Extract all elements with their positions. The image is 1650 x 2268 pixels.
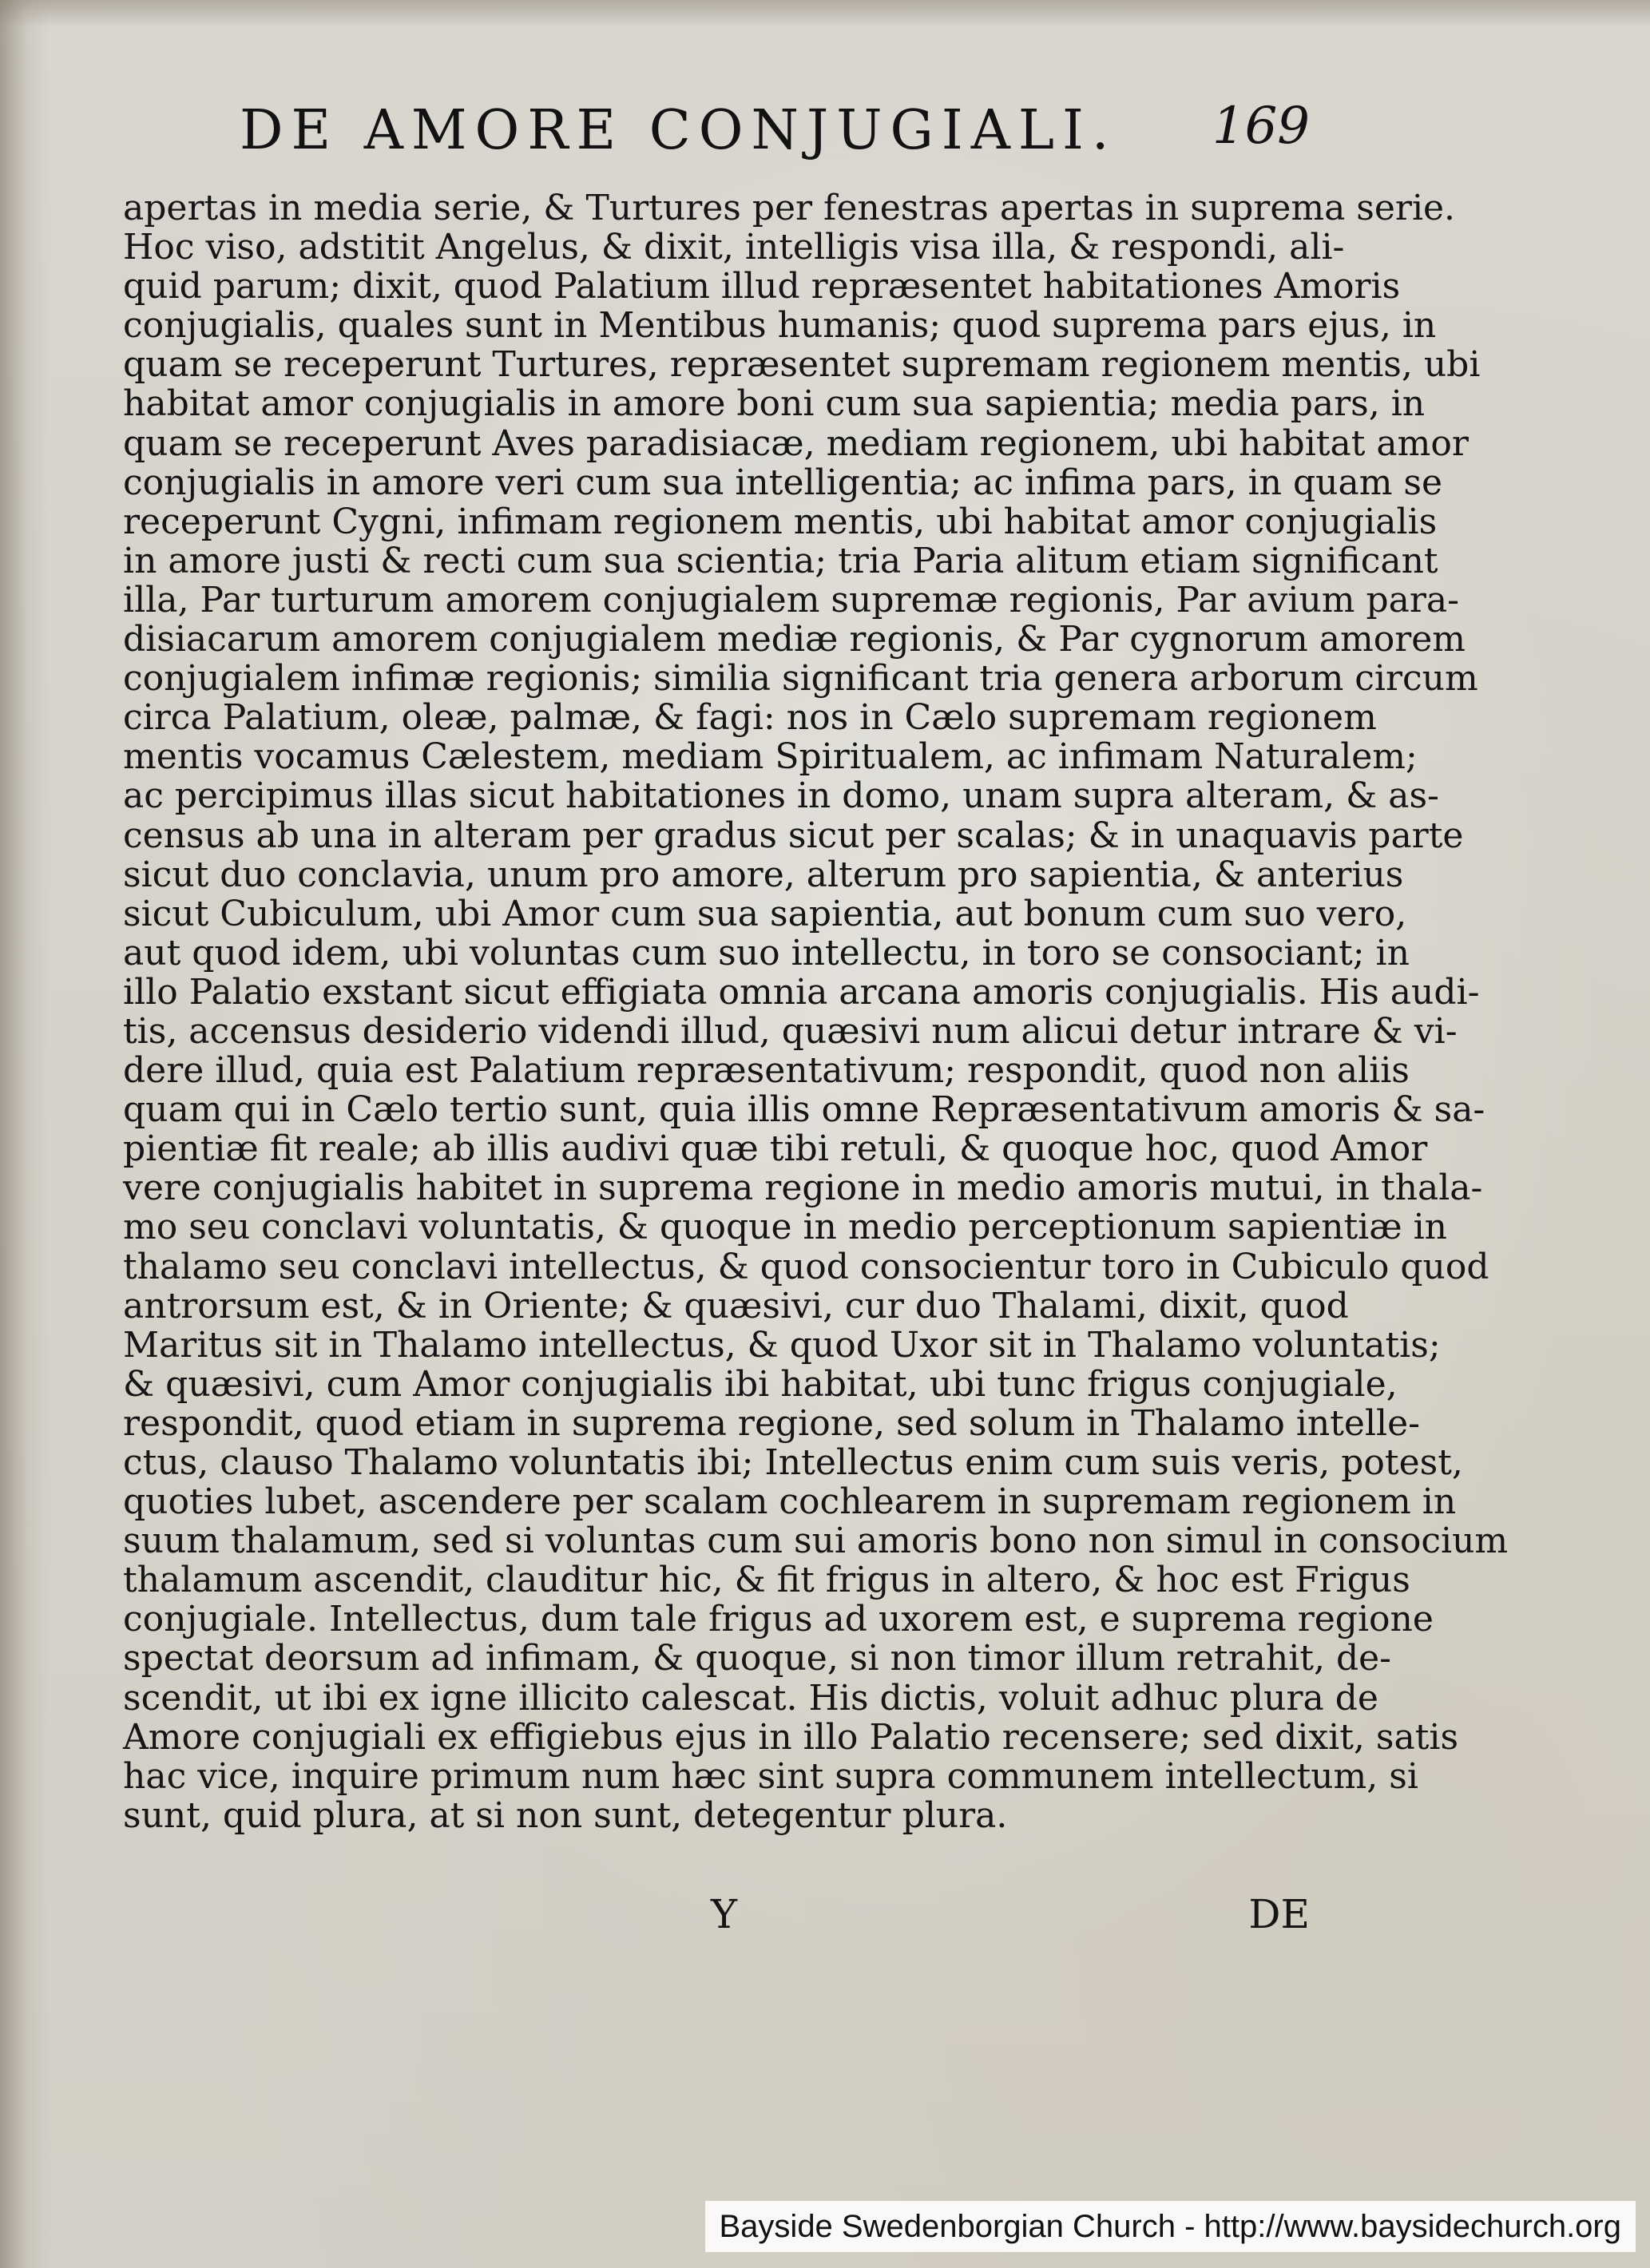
page-number: 169 — [1212, 97, 1310, 156]
text-line: thalamo seu conclavi intellectus, & quod consocientur toro in Cubiculo quod — [123, 1246, 1489, 1287]
text-line: census ab una in alteram per gradus sicut per scalas; & in unaquavis parte — [123, 815, 1464, 856]
text-line: mentis vocamus Cælestem, mediam Spiritualem, ac infimam Naturalem; — [123, 736, 1418, 778]
text-line: Amore conjugiali ex effigiebus ejus in illo Palatio recensere; sed dixit, satis — [123, 1716, 1459, 1758]
text-line: quam se receperunt Turtures, repræsentet supremam regionem mentis, ubi — [123, 344, 1481, 386]
text-line: respondit, quod etiam in suprema regione, sed solum in Thalamo intelle- — [123, 1402, 1421, 1444]
catchword: DE — [1248, 1891, 1310, 1937]
text-line: Hoc viso, adstitit Angelus, & dixit, intelligis visa illa, & respondi, ali- — [123, 227, 1345, 268]
text-line: dere illud, quia est Palatium repræsentativum; respondit, quod non aliis — [123, 1050, 1410, 1092]
text-line: ac percipimus illas sicut habitationes in domo, unam supra alteram, & as- — [123, 775, 1439, 817]
signature-mark: Y — [711, 1891, 738, 1937]
text-line: pientiæ fit reale; ab illis audivi quæ tibi retuli, & quoque hoc, quod Amor — [123, 1128, 1428, 1170]
text-line: quoties lubet, ascendere per scalam cochlearem in supremam regionem in — [123, 1481, 1457, 1523]
text-line: receperunt Cygni, infimam regionem mentis, ubi habitat amor conjugialis — [123, 501, 1438, 542]
text-line: Maritus sit in Thalamo intellectus, & quod Uxor sit in Thalamo voluntatis; — [123, 1324, 1441, 1366]
text-line: conjugialis, quales sunt in Mentibus humanis; quod suprema pars ejus, in — [123, 305, 1437, 347]
text-line: illa, Par turturum amorem conjugialem supremæ regionis, Par avium para- — [123, 579, 1460, 621]
text-line: apertas in media serie, & Turtures per fenestras apertas in suprema serie. — [123, 188, 1456, 228]
running-title: DE AMORE CONJUGIALI. — [240, 99, 1117, 162]
text-line: quid parum; dixit, quod Palatium illud repræsentet habitationes Amoris — [123, 266, 1401, 307]
text-line: sicut duo conclavia, unum pro amore, alterum pro sapientia, & anterius — [123, 854, 1404, 895]
text-line: vere conjugialis habitet in suprema regione in medio amoris mutui, in thala- — [123, 1168, 1483, 1209]
text-line: quam qui in Cælo tertio sunt, quia illis omne Repræsentativum amoris & sa- — [123, 1089, 1485, 1131]
text-line: conjugialis in amore veri cum sua intelligentia; ac infima pars, in quam se — [123, 462, 1443, 503]
text-line: & quæsivi, cum Amor conjugialis ibi habitat, ubi tunc frigus conjugiale, — [123, 1363, 1398, 1405]
text-line: tis, accensus desiderio videndi illud, quæsivi num alicui detur intrare & vi- — [123, 1010, 1458, 1052]
text-line: antrorsum est, & in Oriente; & quæsivi, cur duo Thalami, dixit, quod — [123, 1285, 1349, 1326]
text-line: thalamum ascendit, clauditur hic, & fit frigus in altero, & hoc est Frigus — [123, 1560, 1410, 1601]
text-line: mo seu conclavi voluntatis, & quoque in medio perceptionum sapientiæ in — [123, 1207, 1447, 1248]
text-line: conjugiale. Intellectus, dum tale frigus ad uxorem est, e suprema regione — [123, 1599, 1434, 1640]
text-line: disiacarum amorem conjugialem mediæ regionis, & Par cygnorum amorem — [123, 619, 1466, 660]
text-line: scendit, ut ibi ex igne illicito calescat. His dictis, voluit adhuc plura de — [123, 1677, 1378, 1719]
text-line: aut quod idem, ubi voluntas cum suo intellectu, in toro se consociant; in — [123, 932, 1410, 973]
body-text — [123, 188, 1509, 1836]
text-line: quam se receperunt Aves paradisiacæ, mediam regionem, ubi habitat amor — [123, 422, 1469, 464]
text-line: sicut Cubiculum, ubi Amor cum sua sapientia, aut bonum cum suo vero, — [123, 893, 1407, 934]
text-line: in amore justi & recti cum sua scientia; tria Paria alitum etiam significant — [123, 540, 1438, 581]
text-line: hac vice, inquire primum num hæc sint supra communem intellectum, si — [123, 1755, 1418, 1797]
text-line: habitat amor conjugialis in amore boni cum sua sapientia; media pars, in — [123, 383, 1426, 425]
text-line: spectat deorsum ad infimam, & quoque, si non timor illum retrahit, de- — [123, 1638, 1392, 1679]
text-line: conjugialem infimæ regionis; similia significant tria genera arborum circum — [123, 658, 1478, 700]
text-line-last: sunt, quid plura, at si non sunt, detegentur plura. — [123, 1794, 1008, 1836]
text-line: circa Palatium, oleæ, palmæ, & fagi: nos in Cælo supremam regionem — [123, 697, 1377, 739]
source-watermark: Bayside Swedenborgian Church - http://www.baysidechurch.org — [705, 2201, 1636, 2252]
text-line: suum thalamum, sed si voluntas cum sui amoris bono non simul in consocium — [123, 1521, 1509, 1562]
text-line: ctus, clauso Thalamo voluntatis ibi; Intellectus enim cum suis veris, potest, — [123, 1442, 1463, 1483]
page-header — [240, 96, 1310, 168]
text-line: illo Palatio exstant sicut effigiata omnia arcana amoris conjugialis. His audi- — [123, 971, 1480, 1013]
